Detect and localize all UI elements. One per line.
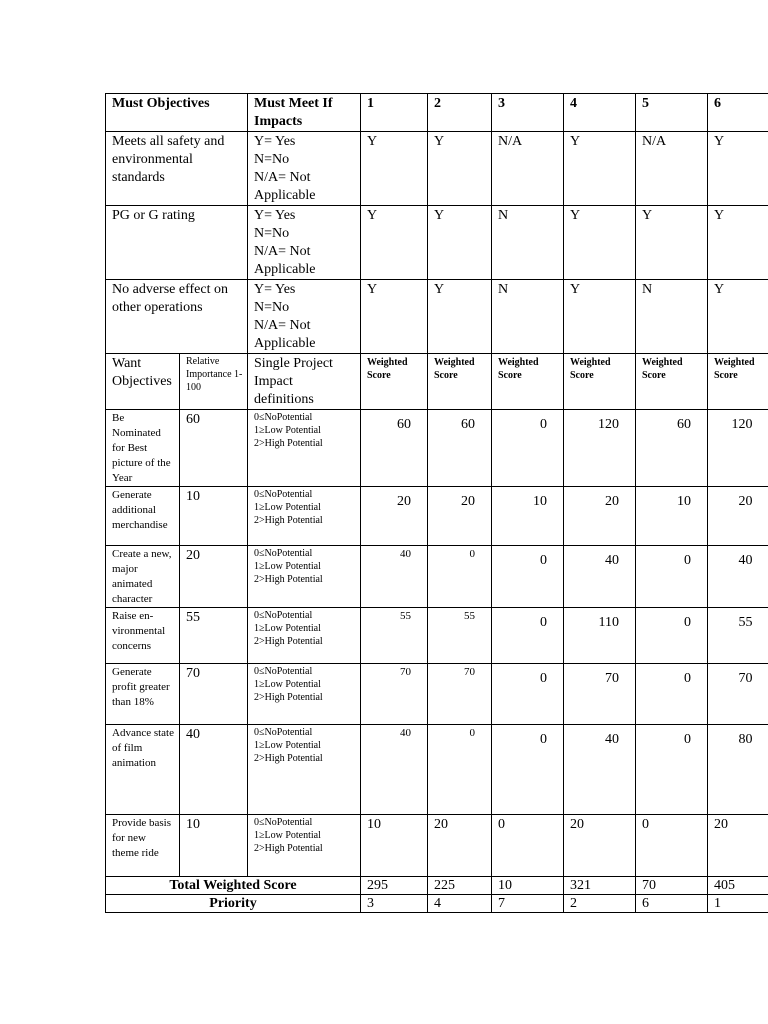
weighted-score: 55 [428, 608, 492, 664]
must-value: Y [708, 132, 768, 206]
must-value: N [636, 280, 708, 354]
must-value: N/A [636, 132, 708, 206]
project-header-6: 6 [708, 94, 768, 132]
want-definition: 0≤NoPotential 1≥Low Potential 2>High Potential [248, 487, 361, 546]
want-importance: 60 [180, 410, 248, 487]
must-row [106, 206, 768, 280]
want-definition: 0≤NoPotential 1≥Low Potential 2>High Potential [248, 410, 361, 487]
impact-definitions-header: Single Project Impact definitions [248, 354, 361, 410]
weighted-score: 0 [636, 815, 708, 877]
must-value: Y [636, 206, 708, 280]
priority-value: 7 [492, 895, 564, 913]
priority-row [106, 895, 768, 913]
must-objective: No adverse effect on other operations [106, 280, 248, 354]
weighted-score: 20 [428, 487, 492, 546]
header-row [106, 94, 768, 132]
must-row [106, 280, 768, 354]
want-objective: Advance state of film animation [106, 725, 180, 815]
want-row [106, 608, 768, 664]
must-definition: Y= Yes N=No N/A= Not Applicable [248, 280, 361, 354]
weighted-score: 10 [361, 815, 428, 877]
weighted-score: 40 [708, 546, 768, 608]
want-definition: 0≤NoPotential 1≥Low Potential 2>High Potential [248, 608, 361, 664]
weighted-score: 20 [361, 487, 428, 546]
total-row [106, 877, 768, 895]
weighted-score: 60 [428, 410, 492, 487]
weighted-score-header: Weighted Score [564, 354, 636, 410]
weighted-score: 0 [428, 546, 492, 608]
priority-value: 3 [361, 895, 428, 913]
weighted-score: 70 [428, 664, 492, 725]
want-importance: 55 [180, 608, 248, 664]
weighted-score: 0 [428, 725, 492, 815]
must-value: Y [564, 206, 636, 280]
priority-value: 2 [564, 895, 636, 913]
weighted-score: 0 [492, 725, 564, 815]
want-definition: 0≤NoPotential 1≥Low Potential 2>High Potential [248, 664, 361, 725]
weighted-score: 55 [708, 608, 768, 664]
must-value: Y [428, 132, 492, 206]
decision-matrix-table [105, 93, 768, 913]
must-objective: Meets all safety and environmental standards [106, 132, 248, 206]
weighted-score: 55 [361, 608, 428, 664]
weighted-score: 20 [564, 815, 636, 877]
total-value: 321 [564, 877, 636, 895]
want-importance: 70 [180, 664, 248, 725]
total-value: 295 [361, 877, 428, 895]
weighted-score: 0 [492, 664, 564, 725]
weighted-score-header: Weighted Score [636, 354, 708, 410]
weighted-score: 0 [492, 410, 564, 487]
project-header-4: 4 [564, 94, 636, 132]
priority-value: 6 [636, 895, 708, 913]
weighted-score: 20 [708, 487, 768, 546]
want-importance: 40 [180, 725, 248, 815]
must-value: Y [708, 206, 768, 280]
weighted-score: 10 [492, 487, 564, 546]
weighted-score: 80 [708, 725, 768, 815]
must-value: N [492, 280, 564, 354]
must-value: N/A [492, 132, 564, 206]
total-label: Total Weighted Score [106, 877, 361, 895]
must-value: N [492, 206, 564, 280]
want-row [106, 725, 768, 815]
weighted-score: 40 [564, 546, 636, 608]
must-value: Y [361, 206, 428, 280]
want-importance: 10 [180, 815, 248, 877]
must-row [106, 132, 768, 206]
want-importance: 20 [180, 546, 248, 608]
want-row [106, 487, 768, 546]
weighted-score: 0 [492, 815, 564, 877]
project-header-1: 1 [361, 94, 428, 132]
want-definition: 0≤NoPotential 1≥Low Potential 2>High Potential [248, 815, 361, 877]
must-value: Y [428, 206, 492, 280]
must-value: Y [708, 280, 768, 354]
weighted-score: 110 [564, 608, 636, 664]
project-header-2: 2 [428, 94, 492, 132]
weighted-score-header: Weighted Score [428, 354, 492, 410]
want-definition: 0≤NoPotential 1≥Low Potential 2>High Potential [248, 725, 361, 815]
project-header-5: 5 [636, 94, 708, 132]
want-definition: 0≤NoPotential 1≥Low Potential 2>High Potential [248, 546, 361, 608]
want-objective: Raise en-vironmental concerns [106, 608, 180, 664]
want-objective: Be Nominated for Best picture of the Year [106, 410, 180, 487]
want-objective: Provide basis for new theme ride [106, 815, 180, 877]
weighted-score-header: Weighted Score [708, 354, 768, 410]
want-objective: Create a new, major animated character [106, 546, 180, 608]
weighted-score-header: Weighted Score [492, 354, 564, 410]
want-row [106, 410, 768, 487]
project-header-3: 3 [492, 94, 564, 132]
want-importance: 10 [180, 487, 248, 546]
must-value: Y [361, 280, 428, 354]
must-value: Y [564, 132, 636, 206]
priority-label: Priority [106, 895, 361, 913]
relative-importance-header: Relative Importance 1-100 [180, 354, 248, 410]
priority-value: 4 [428, 895, 492, 913]
weighted-score: 70 [361, 664, 428, 725]
want-row [106, 664, 768, 725]
want-objectives-header: Want Objectives [106, 354, 180, 410]
must-meet-header: Must Meet If Impacts [248, 94, 361, 132]
total-value: 405 [708, 877, 768, 895]
must-definition: Y= Yes N=No N/A= Not Applicable [248, 132, 361, 206]
must-value: Y [564, 280, 636, 354]
priority-value: 1 [708, 895, 768, 913]
weighted-score: 120 [564, 410, 636, 487]
total-value: 70 [636, 877, 708, 895]
weighted-score: 20 [428, 815, 492, 877]
weighted-score: 10 [636, 487, 708, 546]
weighted-score: 0 [492, 546, 564, 608]
must-objective: PG or G rating [106, 206, 248, 280]
weighted-score: 0 [636, 608, 708, 664]
must-definition: Y= Yes N=No N/A= Not Applicable [248, 206, 361, 280]
weighted-score: 20 [708, 815, 768, 877]
weighted-score: 40 [361, 546, 428, 608]
want-row [106, 546, 768, 608]
weighted-score: 0 [636, 546, 708, 608]
total-value: 225 [428, 877, 492, 895]
must-value: Y [361, 132, 428, 206]
want-objective: Generate additional merchandise [106, 487, 180, 546]
weighted-score: 0 [636, 725, 708, 815]
must-objectives-header: Must Objectives [106, 94, 248, 132]
weighted-score: 40 [564, 725, 636, 815]
want-row [106, 815, 768, 877]
weighted-score: 0 [636, 664, 708, 725]
must-value: Y [428, 280, 492, 354]
want-objective: Generate profit greater than 18% [106, 664, 180, 725]
weighted-score-header: Weighted Score [361, 354, 428, 410]
weighted-score: 40 [361, 725, 428, 815]
weighted-score: 70 [564, 664, 636, 725]
weighted-score: 0 [492, 608, 564, 664]
weighted-score: 120 [708, 410, 768, 487]
weighted-score: 70 [708, 664, 768, 725]
weighted-score: 60 [636, 410, 708, 487]
weighted-score: 60 [361, 410, 428, 487]
weighted-score: 20 [564, 487, 636, 546]
want-header-row [106, 354, 768, 410]
total-value: 10 [492, 877, 564, 895]
